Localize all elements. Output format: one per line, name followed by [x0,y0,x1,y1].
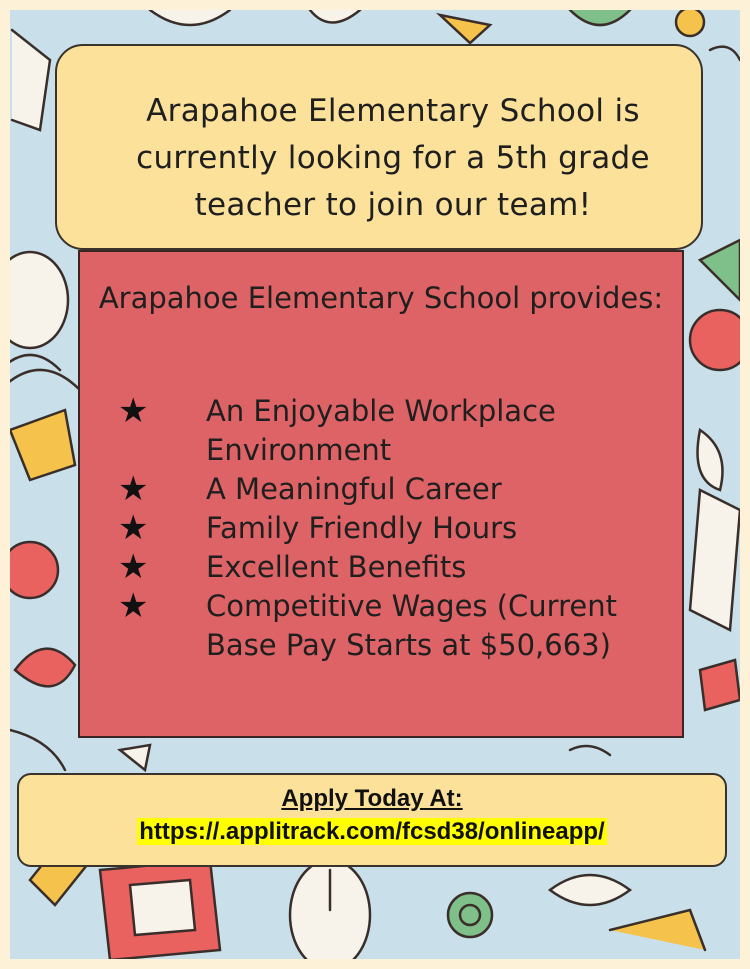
list-item [80,470,682,509]
benefit-text: Competitive Wages (Current Base Pay Starts at $50,663) [206,589,617,662]
apply-banner [17,773,727,867]
benefit-text: A Meaningful Career [206,472,502,506]
list-item [80,587,682,665]
benefits-list [80,392,682,665]
list-item [80,548,682,587]
star-icon: ★ [118,391,149,431]
star-icon: ★ [118,586,149,626]
apply-label: Apply Today At: [281,785,463,812]
apply-url-link[interactable]: https://.applitrack.com/fcsd38/onlineapp/ [139,818,605,845]
benefit-text: An Enjoyable Workplace Environment [206,394,556,467]
headline-text: Arapahoe Elementary School is currently looking for a 5th grade teacher to join our team! [136,93,650,223]
benefit-text: Family Friendly Hours [206,511,518,545]
star-icon: ★ [118,547,149,587]
list-item [80,392,682,470]
star-icon: ★ [118,469,149,509]
headline-banner [55,44,703,250]
list-item [80,509,682,548]
benefits-intro: Arapahoe Elementary School provides: [98,281,664,315]
star-icon: ★ [118,508,149,548]
benefit-text: Excellent Benefits [206,550,467,584]
job-flyer [10,10,740,959]
apply-link-row [19,818,725,846]
benefits-panel [78,250,684,738]
